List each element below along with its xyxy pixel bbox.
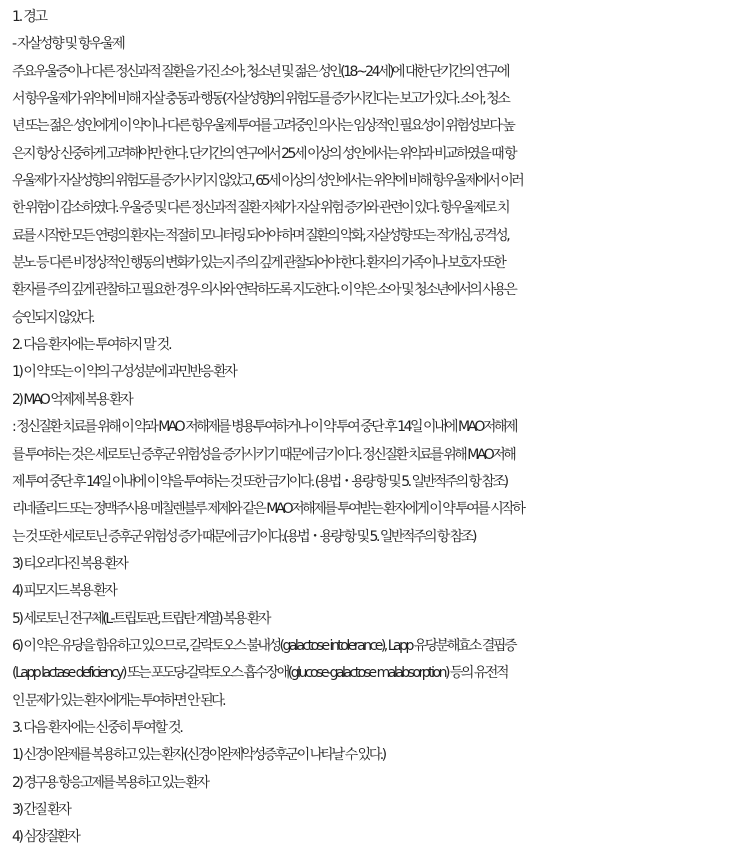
paragraph-line: 제 투여 중단 후 14일 이내에 이 약을 투여하는 것 또한 금기이다. (용법・용량 항 및 5. 일반적주의 항 참조) [12, 473, 507, 490]
list-item: 2) 경구용 항응고제를 복용하고 있는 환자 [12, 774, 208, 791]
paragraph-line: 환자를 주의 깊게 관찰하고 필요한 경우 의사와 연락하도록 지도한다. 이 약은 소아 및 청소년에서의 사용은 [12, 282, 516, 299]
section-heading-contraindications: 2. 다음 환자에는 투여하지 말 것. [12, 337, 171, 354]
paragraph-line: : 정신질환 치료를 위해 이 약과 MAO 저해제를 병용투여하거나 이 약 투여 중단 후 14일 이내에 MAO저해제 [12, 419, 516, 436]
list-item: 1) 이 약 또는 이 약의 구성성분에 과민반응 환자 [12, 364, 236, 381]
subheading-suicidality-antidepressants: - 자살성향 및 항우울제 [12, 36, 124, 53]
paragraph-line: 우울제가 자살성향의 위험도를 증가시키지 않았고, 65세 이상의 성인에서는 위약에 비해 항우울제에서 이러 [12, 173, 523, 190]
paragraph-line: 서 항우울제가 위약에 비해 자살 충동과 행동(자살성향)의 위험도를 증가시킨다는 보고가 있다. 소아, 청소 [12, 91, 509, 108]
paragraph-line: 년 또는 젊은 성인에게 이 약이나 다른 항우울제 투여를 고려중인 의사는 임상적인 필요성이 위험성보다 높 [12, 118, 514, 135]
list-item: 4) 피모지드 복용 환자 [12, 583, 116, 600]
paragraph-line: (Lapp lactase deficiency) 또는 포도당-갈락토오스 흡수장애(glucose-galactose malabsorption) 등의 유전적 [12, 665, 507, 682]
list-item: 3) 간질 환자 [12, 801, 70, 818]
paragraph-line: 는 것 또한 세로토닌 증후군 위험성 증가 때문에 금기이다.(용법・용량 항 및 5. 일반적주의 항 참조) [12, 528, 475, 545]
paragraph-line: 주요우울증이나 다른 정신과적 질환을 가진 소아, 청소년 및 젊은 성인(18~24세)에 대한 단기간의 연구에 [12, 63, 509, 80]
paragraph-line: 분노 등 다른 비정상적인 행동의 변화가 있는지 주의 깊게 관찰되어야 한다. 환자의 가족이나 보호자 또한 [12, 255, 505, 272]
list-item: 1) 신경이완제를 복용하고 있는 환자(신경이완제악성증후군이 나타날 수 있다.) [12, 747, 385, 764]
list-item: 5) 세로토닌 전구체(L-트립토판, 트립탄 계열) 복용 환자 [12, 610, 270, 627]
paragraph-line: 은지 항상 신중하게 고려해야만 한다. 단기간의 연구에서 25세 이상의 성인에서는 위약과 비교하였을 때 항 [12, 145, 516, 162]
section-heading-caution: 3. 다음 환자에는 신중히 투여할 것. [12, 719, 182, 736]
paragraph-line: 를 투여하는 것은 세로토닌 증후군 위험성을 증가시키기 때문에 금기이다. 정신질환 치료를 위해 MAO저해 [12, 446, 515, 463]
paragraph-line: 리네졸리드 또는 정맥주사용 메칠렌블루 제제와 같은 MAO저해제를 투여받는 환자에게 이 약 투여를 시작하 [12, 501, 524, 518]
list-item: 3) 티오리다진 복용 환자 [12, 555, 127, 572]
list-item: 6) 이 약은 유당을 함유하고 있으므로, 갈락토오스 불내성(galactose intolerance), Lapp 유당분해효소 결핍증 [12, 637, 515, 654]
section-heading-warnings: 1. 경고 [12, 9, 46, 25]
paragraph-line: 인 문제가 있는 환자에게는 투여하면 안 된다. [12, 692, 225, 709]
list-item: 4) 심장질환자 [12, 829, 79, 846]
paragraph-line: 한 위험이 감소하였다. 우울증 및 다른 정신과적 질환 자체가 자살 위험 증가와 관련이 있다. 항우울제로 치 [12, 200, 509, 217]
paragraph-line: 료를 시작한 모든 연령의 환자는 적절히 모니터링 되어야 하며 질환의 악화, 자살성향 또는 적개심, 공격성, [12, 227, 509, 244]
list-item: 2) MAO 억제제 복용 환자 [12, 391, 132, 408]
paragraph-line: 승인되지 않았다. [12, 309, 94, 326]
